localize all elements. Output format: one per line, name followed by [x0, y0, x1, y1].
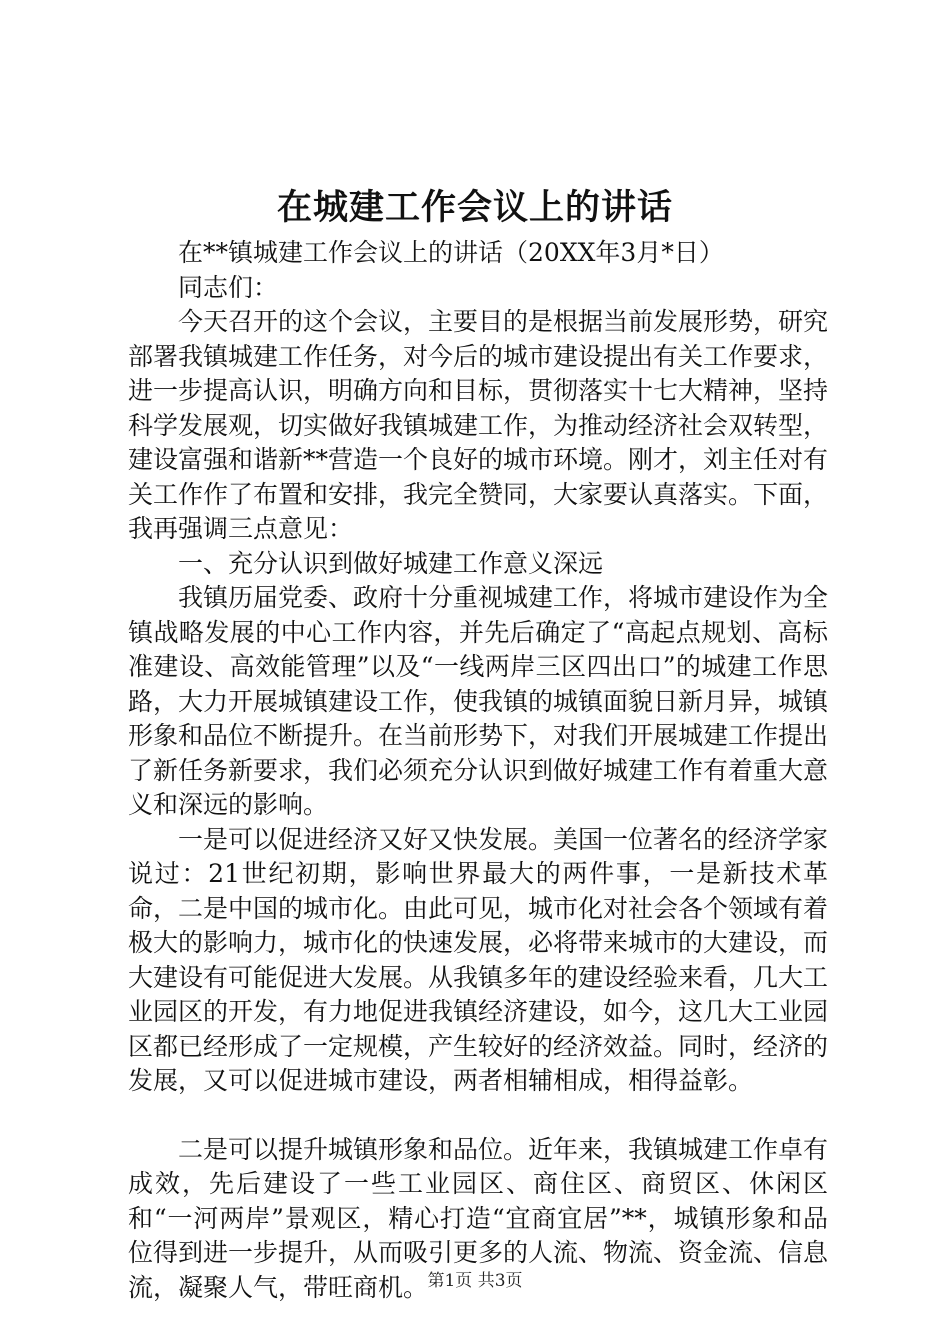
paragraph-point-2: 二是可以提升城镇形象和品位。近年来，我镇城建工作卓有成效，先后建设了一些工业园区、商住区、商贸区、休闲区和“一河两岸”景观区，精心打造“宜商宜居”**，城镇形象和品位得到进一步提升，从而吸引更多的人流、物流、资金流、信息流，凝聚人气，带旺商机。 — [128, 1134, 829, 1302]
paragraph-intro: 今天召开的这个会议，主要目的是根据当前发展形势，研究部署我镇城建工作任务，对今后的城市建设提出有关工作要求，进一步提高认识，明确方向和目标，贯彻落实十七大精神，坚持科学发展观，切实做好我镇城建工作，为推动经济社会双转型，建设富强和谐新**营造一个良好的城市环境。刚才，刘主任对有关工作作了布置和安排，我完全赞同，大家要认真落实。下面，我再强调三点意见： — [128, 307, 829, 543]
paragraph-salutation: 同志们： — [178, 272, 279, 302]
document-body — [128, 236, 828, 1305]
document-title: 在城建工作会议上的讲话 — [276, 187, 673, 228]
page-footer: 第1页 共3页 — [427, 1271, 523, 1291]
paragraph-subtitle: 在**镇城建工作会议上的讲话（20XX年3月*日） — [178, 238, 724, 267]
section-heading-1: 一、充分认识到做好城建工作意义深远 — [178, 548, 604, 578]
paragraph-point-1: 一是可以促进经济又好又快发展。美国一位著名的经济学家说过：21世纪初期，影响世界最大的两件事，一是新技术革命，二是中国的城市化。由此可见，城市化对社会各个领域有着极大的影响力，城市化的快速发展，必将带来城市的大建设，而大建设有可能促进大发展。从我镇多年的建设经验来看，几大工业园区的开发，有力地促进我镇经济建设，如今，这几大工业园区都已经形成了一定规模，产生较好的经济效益。同时，经济的发展，又可以促进城市建设，两者相辅相成，相得益彰。 — [128, 824, 829, 1095]
paragraph-section-1: 我镇历届党委、政府十分重视城建工作，将城市建设作为全镇战略发展的中心工作内容，并先后确定了“高起点规划、高标准建设、高效能管理”以及“一线两岸三区四出口”的城建工作思路，大力开展城镇建设工作，使我镇的城镇面貌日新月异，城镇形象和品位不断提升。在当前形势下，对我们开展城建工作提出了新任务新要求，我们必须充分认识到做好城建工作有着重大意义和深远的影响。 — [128, 583, 829, 819]
